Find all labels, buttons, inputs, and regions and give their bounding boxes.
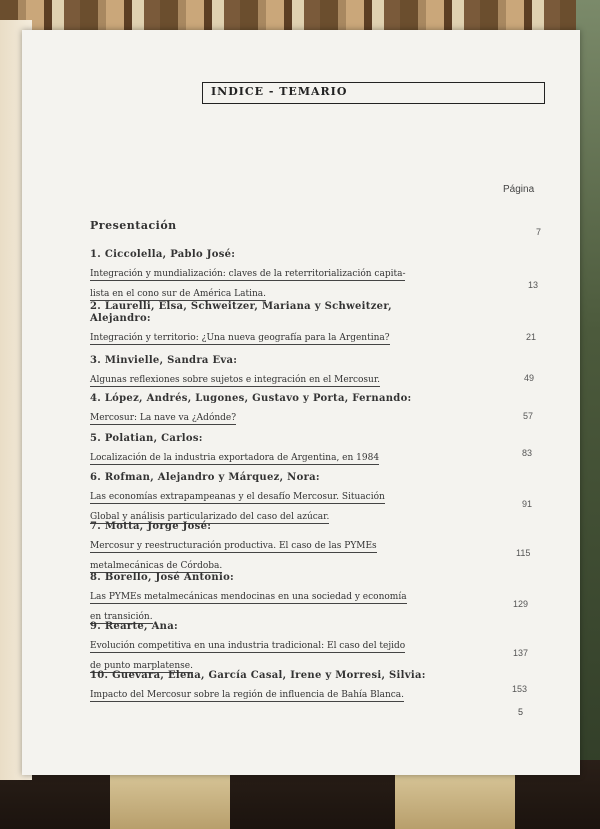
entry-author: 5. Polatian, Carlos: (90, 433, 203, 444)
entry-title-line: Localización de la industria exportadora de Argentina, en 1984 (90, 453, 380, 463)
toc-entry (90, 249, 540, 301)
entry-page-number: 91 (522, 499, 533, 509)
entry-page-number: 153 (512, 684, 528, 694)
entry-title-line: Las economías extrapampeanas y el desafío Mercosur. Situación (90, 492, 385, 502)
toc-entry (90, 355, 540, 387)
entry-author: 4. López, Andrés, Lugones, Gustavo y Porta, Fernando: (90, 393, 412, 404)
entry-page-number: 129 (513, 599, 529, 609)
entry-author: 10. Guevara, Elena, García Casal, Irene y Morresi, Silvia: (90, 670, 426, 681)
entry-title-line: Evolución competitiva en una industria tradicional: El caso del tejido (90, 641, 406, 651)
entry-title-line: Integración y territorio: ¿Una nueva geografía para la Argentina? (90, 333, 390, 343)
entry-page-number: 83 (522, 448, 533, 458)
presentation-page-number: 7 (536, 227, 542, 237)
entry-page-number: 13 (528, 280, 539, 290)
presentation-label: Presentación (90, 219, 177, 232)
index-title: INDICE - TEMARIO (211, 85, 348, 98)
page-column-label: Página (503, 184, 535, 195)
toc-entry (90, 393, 540, 425)
toc-entry (90, 301, 540, 345)
entry-author: 3. Minvielle, Sandra Eva: (90, 355, 238, 366)
entry-author-continued: Alejandro: (90, 313, 151, 324)
toc-entry (90, 621, 540, 673)
entry-title-line: Impacto del Mercosur sobre la región de influencia de Bahía Blanca. (90, 690, 405, 700)
toc-entry (90, 572, 540, 624)
toc-entry (90, 472, 540, 524)
entry-title-line: Mercosur: La nave va ¿Adónde? (90, 413, 237, 423)
entry-author: 6. Rofman, Alejandro y Márquez, Nora: (90, 472, 320, 483)
entry-author: 7. Motta, Jorge José: (90, 521, 212, 532)
entry-title-line: Integración y mundialización: claves de la reterritorialización capita- (90, 269, 406, 279)
entry-page-number: 21 (526, 332, 537, 342)
entry-page-number: 49 (524, 373, 535, 383)
entry-page-number: 57 (523, 411, 534, 421)
entry-title-line: Mercosur y reestructuración productiva. El caso de las PYMEs (90, 541, 377, 551)
entry-author: 8. Borello, José Antonio: (90, 572, 235, 583)
index-title-box (202, 82, 545, 104)
entry-title-line: metalmecánicas de Córdoba. (90, 561, 223, 571)
toc-entry (90, 521, 540, 573)
entry-title-line: en transición. (90, 612, 153, 622)
entry-title-line: Las PYMEs metalmecánicas mendocinas en una sociedad y economía (90, 592, 407, 602)
toc-entry (90, 670, 540, 702)
book-stand-left (110, 770, 230, 829)
toc-entry (90, 433, 540, 465)
entry-page-number: 137 (513, 648, 529, 658)
entry-author: 2. Laurelli, Elsa, Schweitzer, Mariana y Schweitzer, (90, 301, 392, 312)
entry-author: 9. Rearte, Ana: (90, 621, 178, 632)
entry-title-line: Algunas reflexiones sobre sujetos e integración en el Mercosur. (90, 375, 381, 385)
entry-title-line: lista en el cono sur de América Latina. (90, 289, 266, 299)
entry-page-number: 115 (516, 548, 531, 558)
entry-title-line: Global y análisis particularizado del caso del azúcar. (90, 512, 330, 522)
footer-page-number: 5 (518, 707, 524, 717)
entry-author: 1. Ciccolella, Pablo José: (90, 249, 236, 260)
book-stand-right (395, 770, 515, 829)
entry-title-line: de punto marplatense. (90, 661, 193, 671)
